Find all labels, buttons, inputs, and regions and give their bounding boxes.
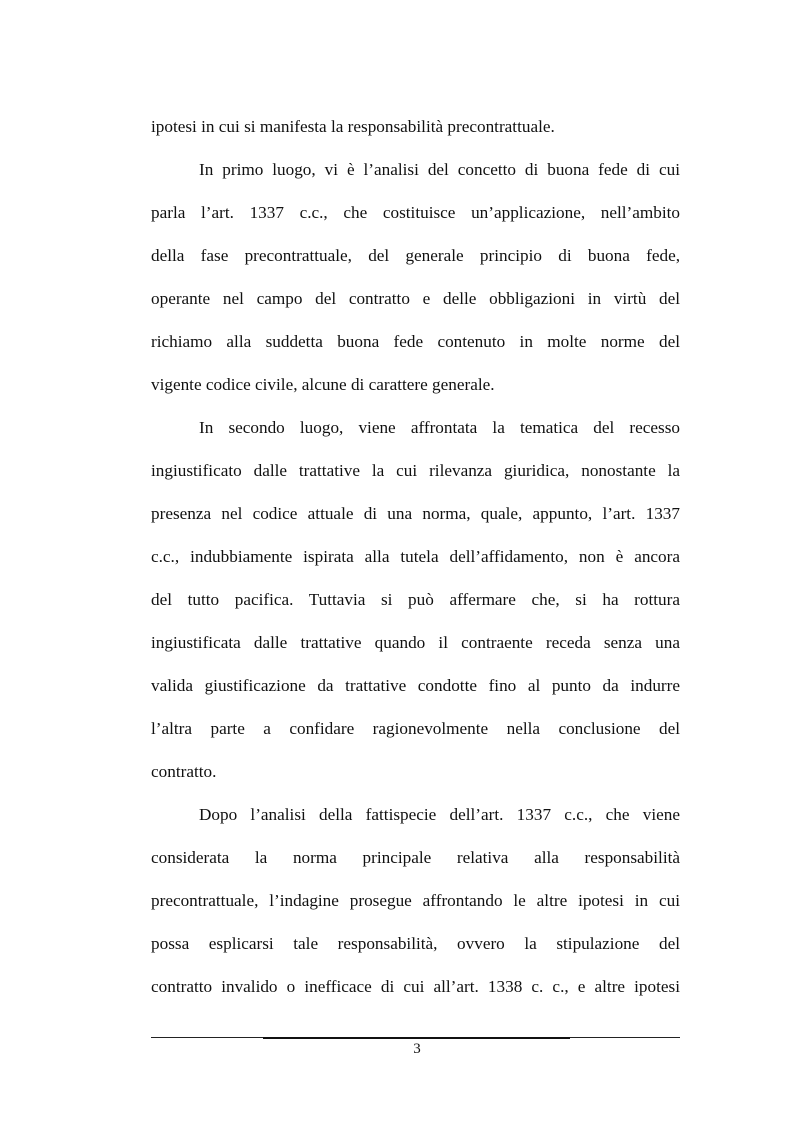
text-line: della fase precontrattuale, del generale principio di buona fede,: [151, 246, 680, 265]
text-line: c.c., indubbiamente ispirata alla tutela dell’affidamento, non è ancora: [151, 547, 680, 566]
footer-divider-thick: [263, 1037, 570, 1039]
text-line: parla l’art. 1337 c.c., che costituisce un’applicazione, nell’ambito: [151, 203, 680, 222]
paragraph-first-line: In primo luogo, vi è l’analisi del concetto di buona fede di cui: [199, 160, 680, 179]
text-line: richiamo alla suddetta buona fede contenuto in molte norme del: [151, 332, 680, 351]
paragraph-last-line: vigente codice civile, alcune di carattere generale.: [151, 375, 495, 394]
text-line: contratto invalido o inefficace di cui all’art. 1338 c. c., e altre ipotesi: [151, 977, 680, 996]
text-line: ingiustificato dalle trattative la cui rilevanza giuridica, nonostante la: [151, 461, 680, 480]
text-line: ipotesi in cui si manifesta la responsabilità precontrattuale.: [151, 117, 555, 136]
text-line: possa esplicarsi tale responsabilità, ovvero la stipulazione del: [151, 934, 680, 953]
paragraph-first-line: In secondo luogo, viene affrontata la tematica del recesso: [199, 418, 680, 437]
text-line: valida giustificazione da trattative condotte fino al punto da indurre: [151, 676, 680, 695]
text-line: presenza nel codice attuale di una norma, quale, appunto, l’art. 1337: [151, 504, 680, 523]
text-line: ingiustificata dalle trattative quando il contraente receda senza una: [151, 633, 680, 652]
body-text: [151, 107, 680, 1010]
text-line: operante nel campo del contratto e delle obbligazioni in virtù del: [151, 289, 680, 308]
text-line: del tutto pacifica. Tuttavia si può affermare che, si ha rottura: [151, 590, 680, 609]
text-line: precontrattuale, l’indagine prosegue affrontando le altre ipotesi in cui: [151, 891, 680, 910]
paragraph-first-line: Dopo l’analisi della fattispecie dell’art. 1337 c.c., che viene: [199, 805, 680, 824]
paragraph-last-line: contratto.: [151, 762, 217, 781]
page-number: 3: [413, 1041, 421, 1057]
text-line: l’altra parte a confidare ragionevolmente nella conclusione del: [151, 719, 680, 738]
text-line: considerata la norma principale relativa alla responsabilità: [151, 848, 680, 867]
